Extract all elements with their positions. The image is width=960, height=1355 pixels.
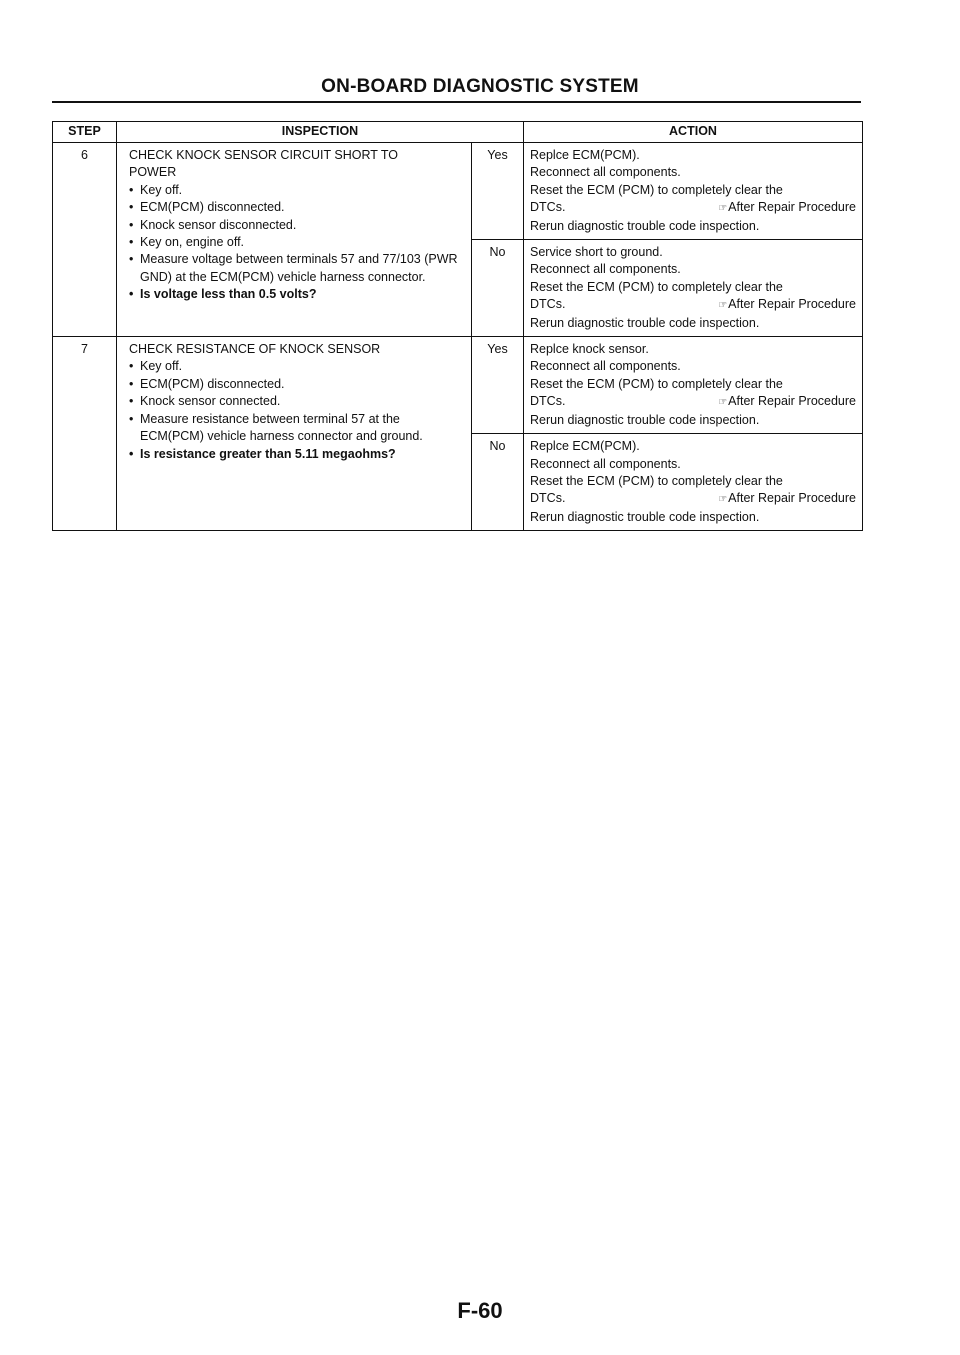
list-item: • Measure voltage between terminals 57 and 77/103 (PWR GND) at the ECM(PCM) vehicle harness connector. <box>129 251 463 286</box>
page-number: F-60 <box>457 1298 503 1323</box>
inspection-heading: CHECK KNOCK SENSOR CIRCUIT SHORT TO POWER <box>129 148 399 180</box>
reference-link[interactable]: ☞After Repair Procedure <box>718 296 856 314</box>
action-cell: Service short to ground. Reconnect all components. Reset the ECM (PCM) to completely clear the DTCs. ☞After Repair Procedure Rerun diagnostic trouble code inspection. <box>524 240 863 337</box>
result-yes: Yes <box>472 143 524 240</box>
title-rule <box>52 101 861 103</box>
reference-link[interactable]: ☞After Repair Procedure <box>718 393 856 411</box>
list-item: • Key off. <box>129 182 463 199</box>
list-item: • Key off. <box>129 358 463 375</box>
column-header-action: ACTION <box>524 122 863 143</box>
pointing-hand-icon: ☞ <box>718 300 728 312</box>
reference-link[interactable]: ☞After Repair Procedure <box>718 490 856 508</box>
inspection-steps <box>129 358 463 462</box>
inspection-steps <box>129 182 463 304</box>
diagnostic-table <box>52 121 863 531</box>
inspection-question: • Is resistance greater than 5.11 megaohms? <box>129 446 463 463</box>
result-yes: Yes <box>472 337 524 434</box>
step-number: 7 <box>53 337 117 531</box>
list-item: • ECM(PCM) disconnected. <box>129 376 463 393</box>
table-row <box>53 143 863 240</box>
list-item: • Knock sensor disconnected. <box>129 217 463 234</box>
list-item: • Knock sensor connected. <box>129 393 463 410</box>
table-row <box>53 337 863 434</box>
reference-link[interactable]: ☞After Repair Procedure <box>718 199 856 217</box>
action-cell: Replce ECM(PCM). Reconnect all components. Reset the ECM (PCM) to completely clear the DTCs. ☞After Repair Procedure Rerun diagnostic trouble code inspection. <box>524 434 863 531</box>
pointing-hand-icon: ☞ <box>718 203 728 215</box>
column-header-inspection: INSPECTION <box>117 122 524 143</box>
table-header-row <box>53 122 863 143</box>
column-header-step: STEP <box>53 122 117 143</box>
inspection-question: • Is voltage less than 0.5 volts? <box>129 286 463 303</box>
inspection-cell <box>117 143 472 337</box>
pointing-hand-icon: ☞ <box>718 494 728 506</box>
list-item: • Measure resistance between terminal 57 at the ECM(PCM) vehicle harness connector and ground. <box>129 411 463 446</box>
action-cell: Replce knock sensor. Reconnect all components. Reset the ECM (PCM) to completely clear the DTCs. ☞After Repair Procedure Rerun diagnostic trouble code inspection. <box>524 337 863 434</box>
inspection-heading: CHECK RESISTANCE OF KNOCK SENSOR <box>129 342 381 357</box>
list-item: • ECM(PCM) disconnected. <box>129 199 463 216</box>
step-number: 6 <box>53 143 117 337</box>
result-no: No <box>472 240 524 337</box>
inspection-cell <box>117 337 472 531</box>
action-cell: Replce ECM(PCM). Reconnect all components. Reset the ECM (PCM) to completely clear the DTCs. ☞After Repair Procedure Rerun diagnostic trouble code inspection. <box>524 143 863 240</box>
list-item: • Key on, engine off. <box>129 234 463 251</box>
pointing-hand-icon: ☞ <box>718 397 728 409</box>
result-no: No <box>472 434 524 531</box>
page-title: ON-BOARD DIAGNOSTIC SYSTEM <box>321 76 639 97</box>
